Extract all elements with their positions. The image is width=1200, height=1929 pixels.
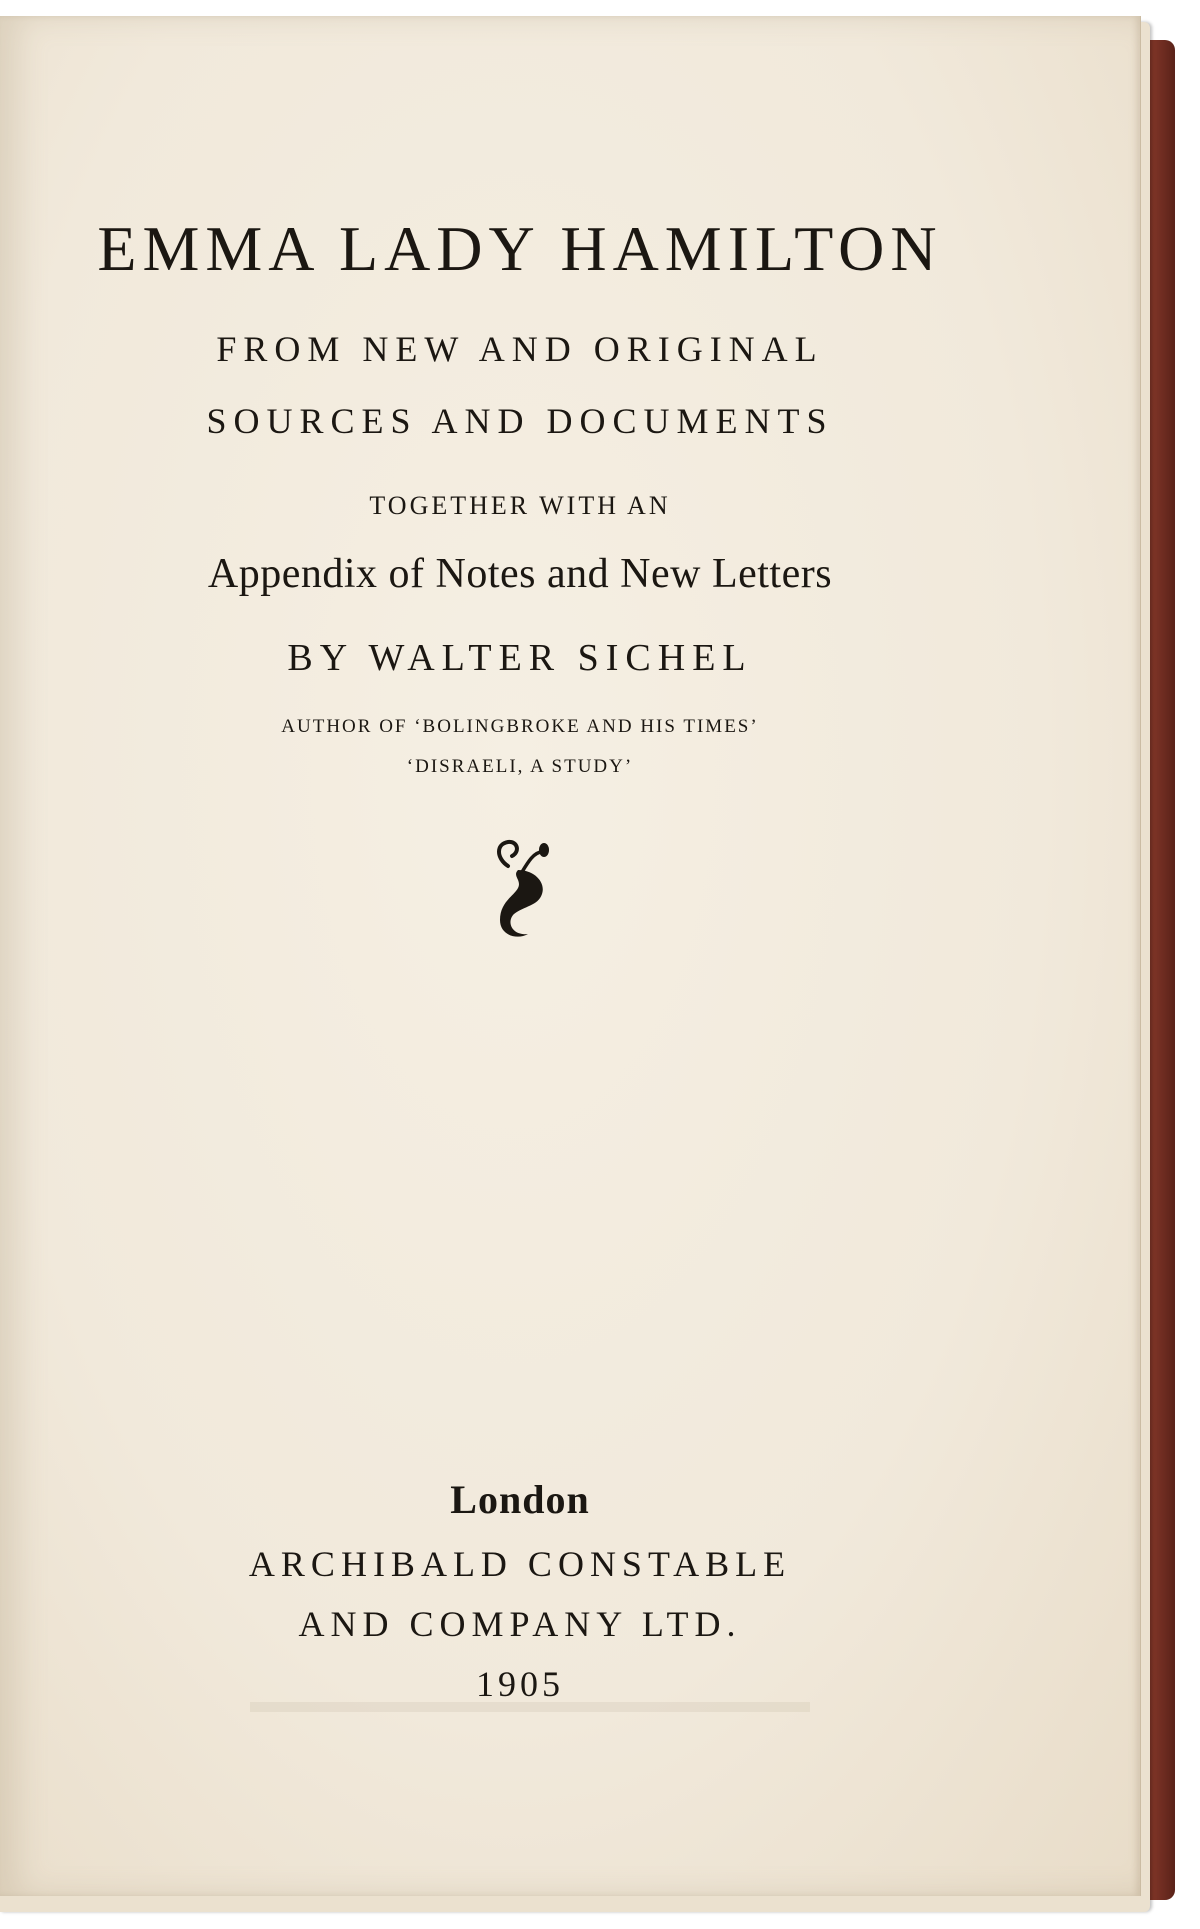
author-byline: BY WALTER SICHEL — [287, 637, 753, 679]
appendix-line: Appendix of Notes and New Letters — [207, 551, 833, 597]
title-page — [0, 16, 1141, 1896]
publication-place: London — [450, 1477, 590, 1522]
publication-year: 1905 — [476, 1664, 564, 1704]
leaf-vine-ornament-icon — [488, 836, 554, 946]
author-previous-work-1: AUTHOR OF ‘BOLINGBROKE AND HIS TIMES’ — [281, 716, 759, 737]
subtitle-line-2: SOURCES AND DOCUMENTS — [206, 401, 834, 441]
together-with-line: TOGETHER WITH AN — [369, 491, 671, 520]
faint-show-through — [250, 1702, 810, 1712]
author-previous-work-2: ‘DISRAELI, A STUDY’ — [406, 756, 634, 777]
book-title: EMMA LADY HAMILTON — [97, 213, 943, 284]
subtitle-line-1: FROM NEW AND ORIGINAL — [216, 329, 824, 369]
publisher-line-2: AND COMPANY LTD. — [298, 1604, 742, 1644]
publisher-line-1: ARCHIBALD CONSTABLE — [248, 1544, 792, 1584]
